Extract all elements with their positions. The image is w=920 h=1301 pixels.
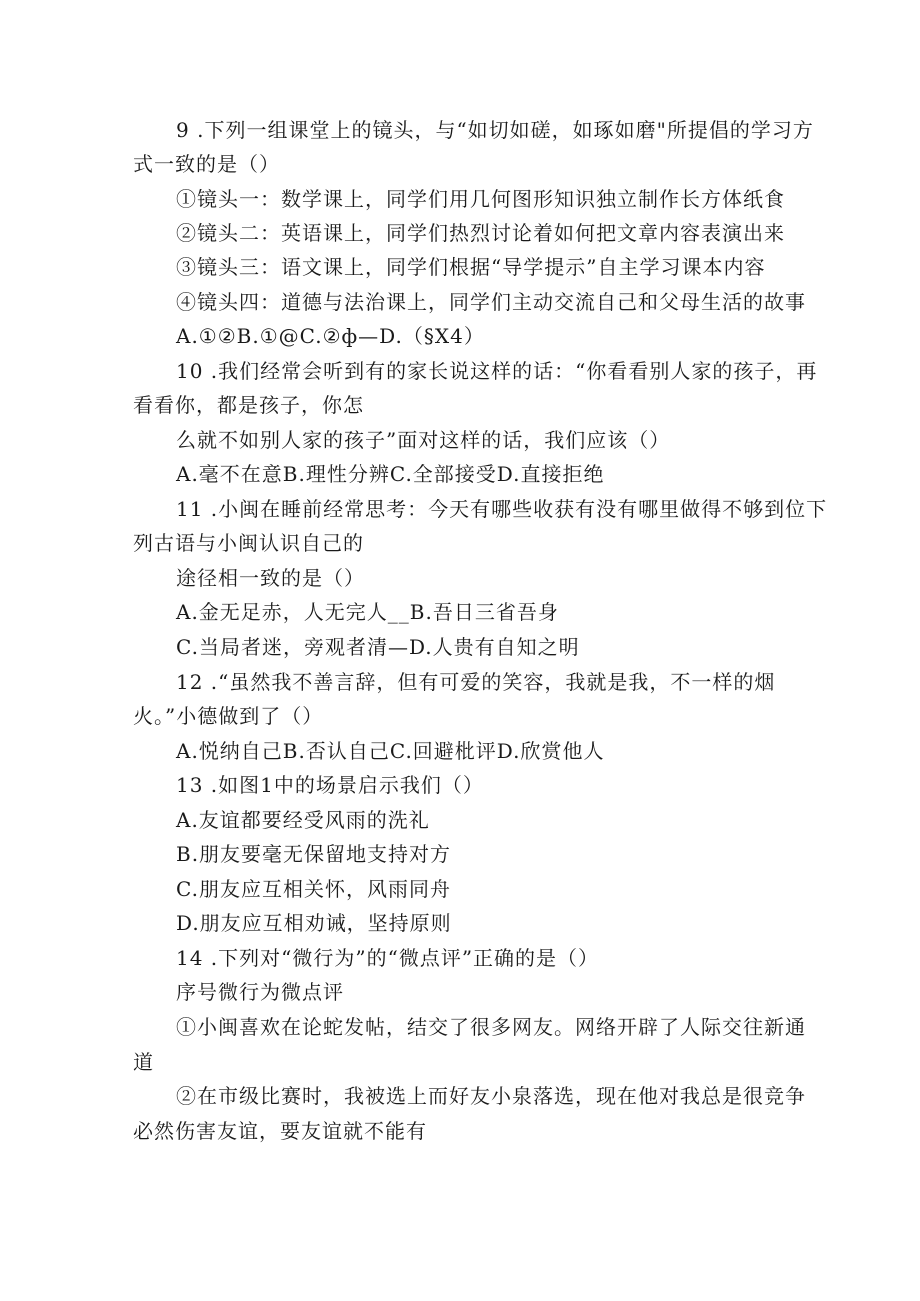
q13-option-a: A.友谊都要经受风雨的洗礼 xyxy=(176,808,430,832)
q13-option-d: D.朋友应互相劝诫，坚持原则 xyxy=(176,911,452,935)
q11-stem: 11 .小闽在睡前经常思考：今天有哪些收获有没有哪里做得不够到位下 xyxy=(176,497,828,521)
q14-stem: 14 .下列对“微行为”的“微点评”正确的是（） xyxy=(176,946,600,970)
q9-stem: 9 .下列一组课堂上的镜头，与“如切如磋，如琢如磨"所提倡的学习方 xyxy=(176,118,814,142)
q11-options-ab: A.金无足赤，人无完人__B.吾日三省吾身 xyxy=(176,600,559,624)
q9-item-3: ③镜头三：语文课上，同学们根据“导学提示”自主学习课本内容 xyxy=(176,255,766,279)
q13-option-b: B.朋友要毫无保留地支持对方 xyxy=(176,842,452,866)
q9-item-1: ①镜头一：数学课上，同学们用几何图形知识独立制作长方体纸食 xyxy=(176,187,785,211)
q9-item-4: ④镜头四：道德与法治课上，同学们主动交流自己和父母生活的故事 xyxy=(176,290,806,314)
q9-options: A.①②B.①@C.②ф—D.（§X4） xyxy=(176,324,485,348)
q12-stem-cont: 火。”小德做到了（） xyxy=(133,704,324,728)
q9-stem-cont: 式一致的是（） xyxy=(133,152,280,176)
q12-stem: 12 .“虽然我不善言辞，但有可爱的笑容，我就是我，不一样的烟 xyxy=(176,670,776,694)
q10-options: A.毫不在意B.理性分辨C.全部接受D.直接拒绝 xyxy=(176,462,605,486)
q14-row-2-cont: 必然伤害友谊，要友谊就不能有 xyxy=(133,1119,427,1143)
q11-stem-cont: 列古语与小闽认识自己的 xyxy=(133,531,364,555)
q10-stem-cont: 看看你，都是孩子，你怎 xyxy=(133,393,364,417)
q14-row-1-cont: 道 xyxy=(133,1050,154,1074)
q10-stem-cont-2: 么就不如别人家的孩子”面对这样的话，我们应该（） xyxy=(176,428,671,452)
q14-row-1: ①小闽喜欢在论蛇发帖，结交了很多网友。网络开辟了人际交往新通 xyxy=(176,1015,806,1039)
q11-options-cd: C.当局者迷，旁观者清—D.人贵有自知之明 xyxy=(176,635,580,659)
q13-stem: 13 .如图1中的场景启示我们（） xyxy=(176,773,484,797)
q11-stem-cont-2: 途径相一致的是（） xyxy=(176,566,365,590)
q9-item-2: ②镜头二：英语课上，同学们热烈讨论着如何把文章内容表演出来 xyxy=(176,221,785,245)
q13-option-c: C.朋友应互相关怀，风雨同舟 xyxy=(176,877,451,901)
q10-stem: 10 .我们经常会听到有的家长说这样的话：“你看看别人家的孩子，再 xyxy=(176,359,818,383)
q14-row-2: ②在市级比赛时，我被选上而好友小泉落选，现在他对我总是很竞争 xyxy=(176,1084,806,1108)
q14-table-header: 序号微行为微点评 xyxy=(176,980,344,1004)
q12-options: A.悦纳自己B.否认自己C.回避枇评D.欣赏他人 xyxy=(176,739,605,763)
